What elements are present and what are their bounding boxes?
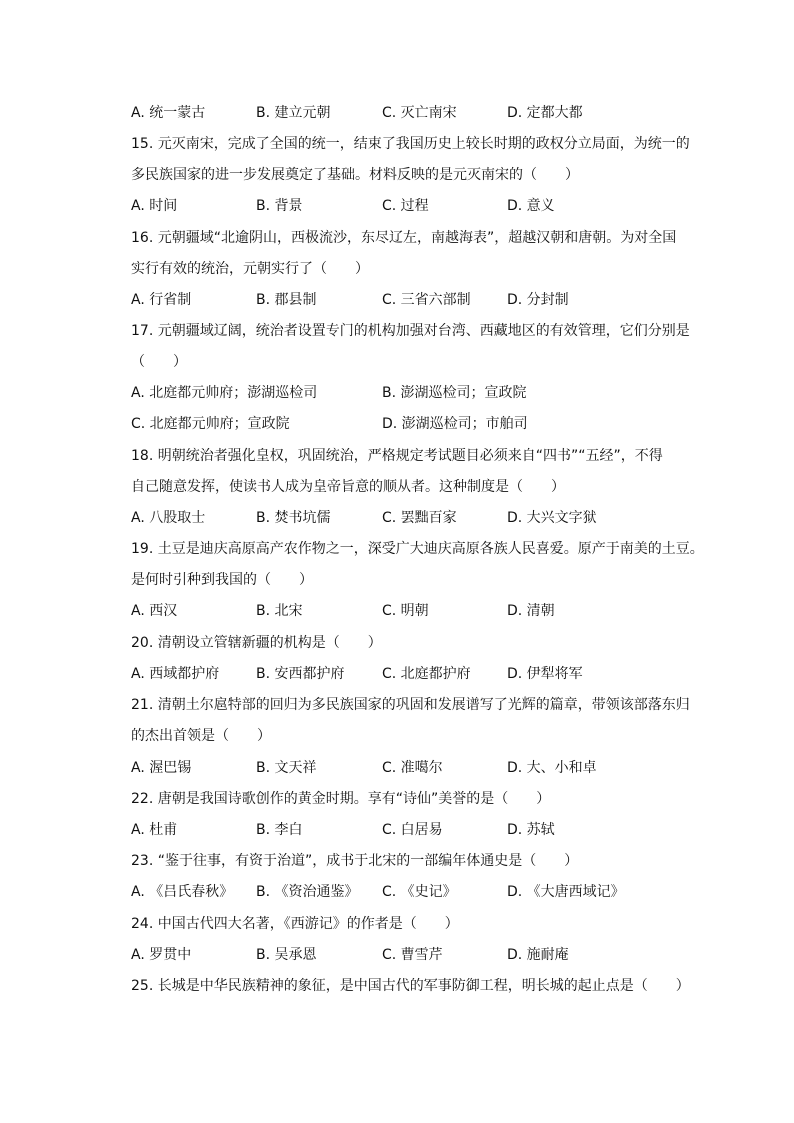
answer-option: D. 大、小和卓: [507, 760, 597, 776]
question-line: 23. “鉴于往事，有资于治道”，成书于北宋的一部编年体通史是（ ）: [131, 853, 579, 869]
answer-option: A. 八股取士: [131, 510, 206, 526]
answer-option: D. 分封制: [507, 292, 569, 308]
question-line: 20. 清朝设立管辖新疆的机构是（ ）: [131, 635, 382, 651]
answer-option: C. 北庭都元帅府；宣政院: [131, 416, 290, 432]
answer-option: A. 统一蒙古: [131, 105, 206, 121]
answer-option: A. 西汉: [131, 603, 178, 619]
question-line: 实行有效的统治，元朝实行了（ ）: [131, 261, 369, 277]
answer-option: A. 时间: [131, 198, 178, 214]
answer-option: B. 建立元朝: [256, 105, 331, 121]
question-line: 25. 长城是中华民族精神的象征，是中国古代的军事防御工程，明长城的起止点是（ ）: [131, 978, 690, 994]
answer-option: C. 罢黜百家: [382, 510, 457, 526]
answer-option: C. 《史记》: [382, 884, 457, 900]
answer-option: C. 曹雪芹: [382, 947, 443, 963]
question-line: （ ）: [131, 354, 187, 370]
question-line: 21. 清朝土尔扈特部的回归为多民族国家的巩固和发展谱写了光辉的篇章，带领该部落东归: [131, 697, 690, 713]
answer-option: C. 灭亡南宋: [382, 105, 457, 121]
answer-option: B. 北宋: [256, 603, 303, 619]
answer-option: D. 大兴文字狱: [507, 510, 597, 526]
question-line: 22. 唐朝是我国诗歌创作的黄金时期。享有“诗仙”美誉的是（ ）: [131, 791, 551, 807]
answer-option: C. 过程: [382, 198, 429, 214]
question-line: 自己随意发挥，使读书人成为皇帝旨意的顺从者。这种制度是（ ）: [131, 479, 565, 495]
answer-option: C. 北庭都护府: [382, 666, 471, 682]
answer-option: B. 文天祥: [256, 760, 317, 776]
answer-option: C. 准噶尔: [382, 760, 443, 776]
answer-option: D. 《大唐西域记》: [507, 884, 625, 900]
question-line: 17. 元朝疆域辽阔，统治者设置专门的机构加强对台湾、西藏地区的有效管理，它们分别是: [131, 323, 690, 339]
answer-option: C. 三省六部制: [382, 292, 471, 308]
question-line: 24. 中国古代四大名著，《西游记》的作者是（ ）: [131, 916, 459, 932]
answer-option: B. 安西都护府: [256, 666, 345, 682]
answer-option: B. 背景: [256, 198, 303, 214]
question-line: 是何时引种到我国的（ ）: [131, 572, 313, 588]
answer-option: D. 苏轼: [507, 822, 555, 838]
answer-option: D. 定都大都: [507, 105, 583, 121]
answer-option: A. 西域都护府: [131, 666, 220, 682]
answer-option: A. 渥巴锡: [131, 760, 192, 776]
question-line: 多民族国家的进一步发展奠定了基础。材料反映的是元灭南宋的（ ）: [131, 167, 579, 183]
answer-option: D. 清朝: [507, 603, 555, 619]
answer-option: B. 郡县制: [256, 292, 317, 308]
answer-option: A. 《吕氏春秋》: [131, 884, 234, 900]
question-line: 18. 明朝统治者强化皇权，巩固统治，严格规定考试题目必须来自“四书”“五经”，不得: [131, 448, 663, 464]
answer-option: B. 《资治通鉴》: [256, 884, 359, 900]
answer-option: C. 白居易: [382, 822, 443, 838]
answer-option: B. 吴承恩: [256, 947, 317, 963]
answer-option: D. 伊犁将军: [507, 666, 583, 682]
answer-option: A. 杜甫: [131, 822, 178, 838]
answer-option: A. 北庭都元帅府；澎湖巡检司: [131, 385, 318, 401]
answer-option: A. 罗贯中: [131, 947, 192, 963]
question-line: 19. 土豆是迪庆高原高产农作物之一，深受广大迪庆高原各族人民喜爱。原产于南美的土豆。: [131, 541, 704, 557]
answer-option: B. 焚书坑儒: [256, 510, 331, 526]
answer-option: B. 澎湖巡检司；宣政院: [382, 385, 527, 401]
answer-option: C. 明朝: [382, 603, 429, 619]
answer-option: D. 澎湖巡检司；市舶司: [382, 416, 528, 432]
question-line: 15. 元灭南宋，完成了全国的统一，结束了我国历史上较长时期的政权分立局面，为统一的: [131, 136, 690, 152]
answer-option: D. 意义: [507, 198, 555, 214]
question-line: 16. 元朝疆域“北逾阴山，西极流沙，东尽辽左，南越海表”，超越汉朝和唐朝。为对全国: [131, 230, 677, 246]
answer-option: A. 行省制: [131, 292, 192, 308]
question-line: 的杰出首领是（ ）: [131, 728, 271, 744]
answer-option: B. 李白: [256, 822, 303, 838]
answer-option: D. 施耐庵: [507, 947, 569, 963]
